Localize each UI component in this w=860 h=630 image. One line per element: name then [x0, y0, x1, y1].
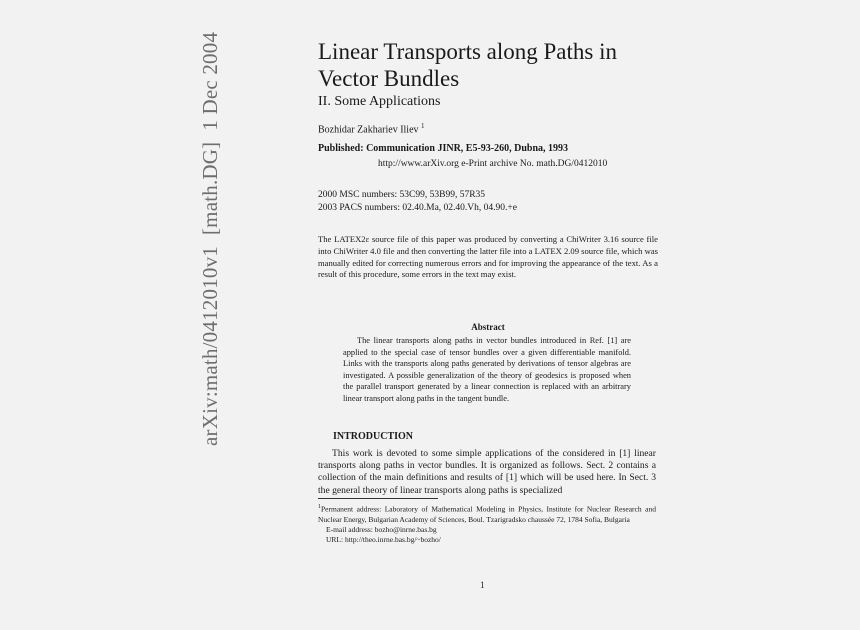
- footnote-address-line: [318, 502, 656, 525]
- msc-numbers: 2000 MSC numbers: 53C99, 53B99, 57R35: [318, 190, 486, 200]
- arxiv-date: 1 Dec 2004: [198, 31, 222, 131]
- paper-subtitle: II. Some Applications: [318, 94, 441, 109]
- arxiv-category: [math.DG]: [198, 141, 222, 236]
- author-name: Bozhidar Zakhariev Iliev: [318, 124, 419, 136]
- published-label: Published:: [318, 143, 364, 154]
- source-note: The LATEX2ε source file of this paper was produced by converting a ChiWriter 3.16 source file into ChiWriter 4.0 file and then converting the latter file into a LATEX 2.09 source file, which was manually edited for correcting numerous errors and for improving the appearance of the text. As a result of this procedure, some errors in the text may exist.: [318, 234, 658, 280]
- footnote-mark: 1: [318, 504, 321, 510]
- published-line: [318, 143, 568, 154]
- archive-reference: http://www.arXiv.org e-Print archive No. math.DG/0412010: [378, 159, 608, 169]
- page-number: 1: [480, 580, 485, 590]
- classification-numbers: [318, 189, 517, 215]
- footnote-email: E-mail address: bozho@inrne.bas.bg: [326, 525, 437, 535]
- arxiv-id: arXiv:math/0412010v1: [198, 246, 222, 446]
- introduction-heading: INTRODUCTION: [333, 431, 414, 442]
- abstract-text: The linear transports along paths in vector bundles introduced in Ref. [1] are applied to the special case of tensor bundles over a given differentiable manifold. Links with the transports along paths generated by derivations of tensor algebras are investigated. A possible generalization of the theory of geodesics is proposed when the parallel transport generated by a linear connection is replaced with an arbitrary linear transport along paths in the tangent bundle.: [343, 336, 631, 403]
- footnote: [318, 502, 656, 546]
- pacs-numbers: 2003 PACS numbers: 02.40.Ma, 02.40.Vh, 04.90.+e: [318, 203, 517, 213]
- footnote-address: Permanent address: Laboratory of Mathematical Modeling in Physics, Institute for Nuclear Research and Nuclear Energy, Bulgarian Academy of Sciences, Boul. Tzarigradsko chaussée 72, 1784 Sofia, Bulgaria: [318, 504, 656, 524]
- abstract-heading: Abstract: [471, 322, 505, 332]
- author-line: [318, 122, 425, 135]
- footnote-url: URL: http://theo.inrne.bas.bg/~bozho/: [326, 535, 441, 545]
- author-footnote-mark: 1: [421, 122, 425, 130]
- footnote-rule: [318, 498, 438, 499]
- introduction-text: This work is devoted to some simple applications of the considered in [1] linear transports along paths in vector bundles. It is organized as follows. Sect. 2 contains a collection of the main definitions and results of [1] which will be used here. In Sect. 3 the general theory of linear transports along paths is specialized: [318, 448, 656, 496]
- paper-title: Linear Transports along Paths in Vector Bundles: [318, 39, 617, 91]
- published-value: Communication JINR, E5-93-260, Dubna, 1993: [366, 143, 569, 154]
- arxiv-identifier-stamp: [198, 21, 223, 446]
